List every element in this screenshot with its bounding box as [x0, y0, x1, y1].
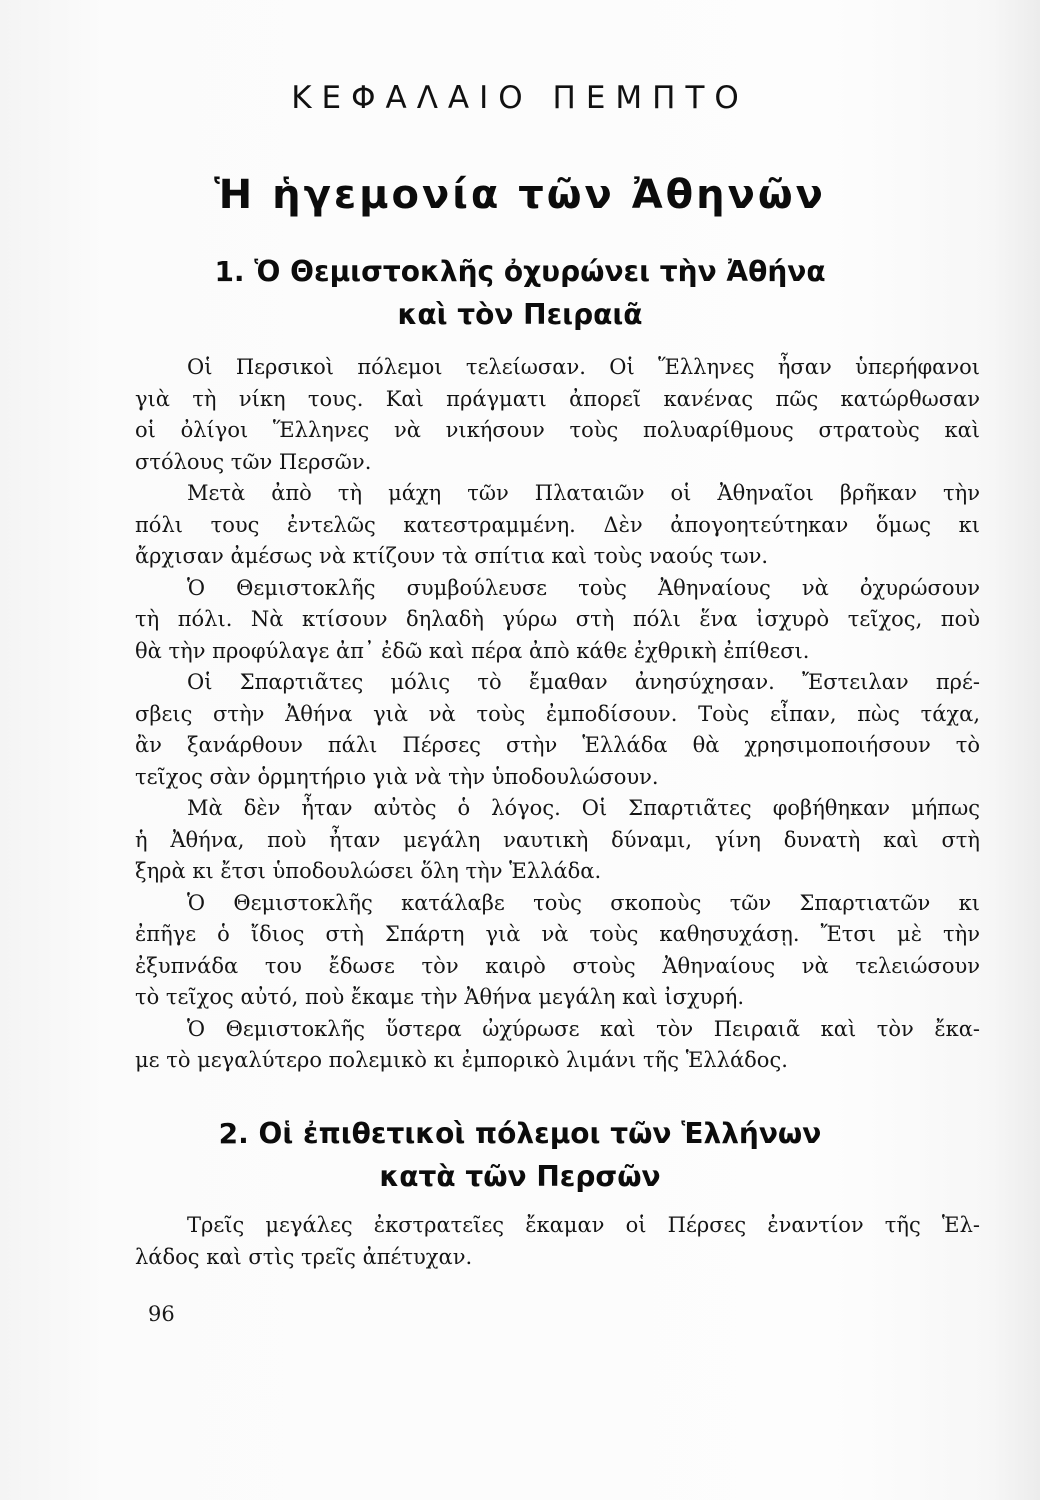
text-line: Οἱ Σπαρτιᾶτες μόλις τὸ ἔμαθαν ἀνησύχησαν. Ἔστειλαν πρέ-: [187, 670, 980, 694]
text-line: Ὁ Θεμιστοκλῆς συμβούλευσε τοὺς Ἀθηναίους νὰ ὀχυρώσουν: [187, 575, 980, 600]
text-line: ἐπῆγε ὁ ἴδιος στὴ Σπάρτη γιὰ νὰ τοὺς καθησυχάσῃ. Ἔτσι μὲ τὴν: [135, 922, 980, 946]
section-2-heading: [120, 1112, 920, 1198]
text-line: ἐξυπνάδα του ἔδωσε τὸν καιρὸ στοὺς Ἀθηναίους νὰ τελειώσουν: [135, 953, 980, 978]
section-2-heading-line: κατὰ τῶν Περσῶν: [379, 1160, 661, 1193]
text-line: σβεις στὴν Ἀθήνα γιὰ νὰ τοὺς ἐμποδίσουν. Τοὺς εἶπαν, πὼς τάχα,: [135, 701, 980, 726]
text-line: Τρεῖς μεγάλες ἐκστρατεῖες ἔκαμαν οἱ Πέρσες ἐναντίον τῆς Ἑλ-: [187, 1213, 980, 1237]
text-line: Ὁ Θεμιστοκλῆς ὕστερα ὠχύρωσε καὶ τὸν Πειραιᾶ καὶ τὸν ἔκα-: [187, 1016, 980, 1041]
section-2-body: [135, 1210, 980, 1273]
text-line: με τὸ μεγαλύτερο πολεμικὸ κι ἐμπορικὸ λιμάνι τῆς Ἑλλάδος.: [135, 1048, 788, 1072]
text-line: τὴ πόλι. Νὰ κτίσουν δηλαδὴ γύρω στὴ πόλι ἕνα ἰσχυρὸ τεῖχος, ποὺ: [135, 607, 980, 631]
text-line: ξηρὰ κι ἔτσι ὑποδουλώσει ὅλη τὴν Ἑλλάδα.: [135, 859, 602, 883]
chapter-heading: ΚΕΦΑΛΑΙΟ ΠΕΜΠΤΟ: [291, 80, 749, 116]
page-number: 96: [148, 1302, 175, 1326]
text-line: τεῖχος σὰν ὁρμητήριο γιὰ νὰ τὴν ὑποδουλώσουν.: [135, 764, 659, 789]
text-line: θὰ τὴν προφύλαγε ἀπ᾽ ἐδῶ καὶ πέρα ἀπὸ κάθε ἐχθρικὴ ἐπίθεσι.: [135, 638, 810, 663]
text-line: πόλι τους ἐντελῶς κατεστραμμένη. Δὲν ἀπογοητεύτηκαν ὅμως κι: [135, 512, 980, 537]
page-title: Ἡ ἡγεμονία τῶν Ἀθηνῶν: [214, 172, 826, 218]
section-1-heading-line: 1. Ὁ Θεμιστοκλῆς ὀχυρώνει τὴν Ἀθήνα: [214, 255, 826, 288]
text-line: οἱ ὀλίγοι Ἕλληνες νὰ νικήσουν τοὺς πολυαρίθμους στρατοὺς καὶ: [135, 418, 980, 442]
section-1-heading: [120, 250, 920, 336]
text-line: λάδος καὶ στὶς τρεῖς ἀπέτυχαν.: [135, 1244, 473, 1269]
text-line: Μὰ δὲν ἦταν αὐτὸς ὁ λόγος. Οἱ Σπαρτιᾶτες φοβήθηκαν μήπως: [187, 796, 980, 820]
text-line: τὸ τεῖχος αὐτό, ποὺ ἔκαμε τὴν Ἀθήνα μεγάλη καὶ ἰσχυρή.: [135, 985, 745, 1009]
section-1-body: [135, 352, 980, 1077]
section-2-heading-line: 2. Οἱ ἐπιθετικοὶ πόλεμοι τῶν Ἑλλήνων: [218, 1117, 822, 1150]
section-1-heading-line: καὶ τὸν Πειραιᾶ: [397, 298, 643, 331]
text-line: στόλους τῶν Περσῶν.: [135, 449, 372, 474]
text-line: ἡ Ἀθήνα, ποὺ ἦταν μεγάλη ναυτικὴ δύναμι, γίνη δυνατὴ καὶ στὴ: [135, 827, 980, 852]
text-line: γιὰ τὴ νίκη τους. Καὶ πράγματι ἀπορεῖ κανένας πῶς κατώρθωσαν: [135, 386, 980, 411]
text-line: ἂν ξανάρθουν πάλι Πέρσες στὴν Ἑλλάδα θὰ χρησιμοποιήσουν τὸ: [135, 733, 980, 757]
text-line: Οἱ Περσικοὶ πόλεμοι τελείωσαν. Οἱ Ἕλληνες ἦσαν ὑπερήφανοι: [187, 355, 980, 379]
text-line: Μετὰ ἀπὸ τὴ μάχη τῶν Πλαταιῶν οἱ Ἀθηναῖοι βρῆκαν τὴν: [187, 481, 980, 505]
text-line: Ὁ Θεμιστοκλῆς κατάλαβε τοὺς σκοποὺς τῶν Σπαρτιατῶν κι: [187, 890, 980, 915]
text-line: ἄρχισαν ἀμέσως νὰ κτίζουν τὰ σπίτια καὶ τοὺς ναούς των.: [135, 544, 769, 568]
